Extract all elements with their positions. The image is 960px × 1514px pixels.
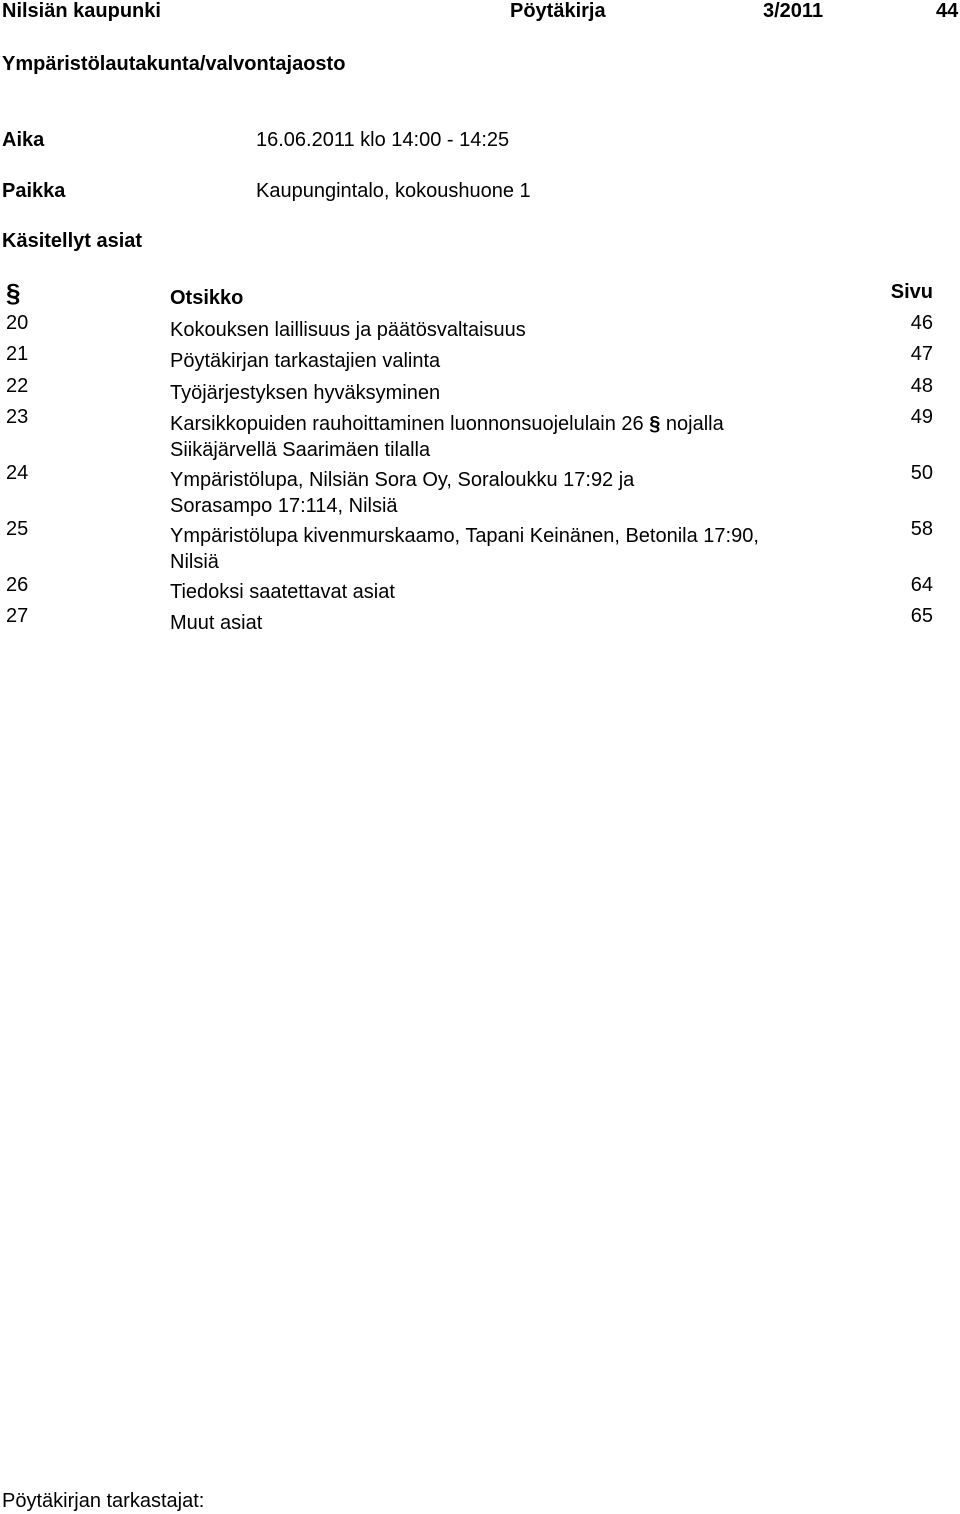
column-title-header: Otsikko (170, 287, 244, 309)
item-number: 21 (6, 343, 29, 365)
item-page: 65 (910, 605, 933, 627)
item-number: 23 (6, 406, 29, 428)
place-label: Paikka (2, 180, 66, 202)
item-page: 48 (910, 375, 933, 397)
document-number: 3/2011 (763, 0, 824, 22)
item-title: Pöytäkirjan tarkastajien valinta (170, 350, 441, 372)
section-symbol: § (6, 278, 21, 308)
item-number: 20 (6, 312, 29, 334)
item-page: 50 (910, 462, 933, 484)
column-page-header: Sivu (890, 281, 933, 303)
page-number: 44 (936, 0, 959, 22)
time-label: Aika (2, 129, 45, 151)
item-title: Tiedoksi saatettavat asiat (170, 581, 395, 603)
item-page: 58 (910, 518, 933, 540)
item-title: Ympäristölupa, Nilsiän Sora Oy, Soraloukku 17:92 ja Sorasampo 17:114, Nilsiä (170, 469, 635, 517)
item-title: Kokouksen laillisuus ja päätösvaltaisuus (170, 319, 526, 341)
item-number: 26 (6, 574, 29, 596)
section-symbol-inline: § (649, 413, 661, 435)
item-number: 27 (6, 605, 29, 627)
items-heading: Käsitellyt asiat (2, 230, 143, 252)
municipality-name: Nilsiän kaupunki (2, 0, 161, 22)
item-title-part: nojalla Siikäjärvellä Saarimäen tilalla (170, 413, 724, 461)
item-page: 49 (910, 406, 933, 428)
item-number: 25 (6, 518, 29, 540)
item-page: 64 (910, 574, 933, 596)
item-title-part: Karsikkopuiden rauhoittaminen luonnonsuojelulain 26 (170, 413, 644, 435)
item-title (170, 411, 790, 463)
document-type: Pöytäkirja (510, 0, 606, 22)
item-title: Muut asiat (170, 612, 263, 634)
place-value: Kaupungintalo, kokoushuone 1 (256, 180, 531, 202)
item-title: Ympäristölupa kivenmurskaamo, Tapani Keinänen, Betonila 17:90, Nilsiä (170, 525, 759, 573)
item-title: Työjärjestyksen hyväksyminen (170, 382, 441, 404)
item-number: 24 (6, 462, 29, 484)
item-page: 47 (910, 343, 933, 365)
item-number: 22 (6, 375, 29, 397)
time-value: 16.06.2011 klo 14:00 - 14:25 (256, 129, 510, 151)
reviewers-label: Pöytäkirjan tarkastajat: (2, 1490, 205, 1512)
item-page: 46 (910, 312, 933, 334)
committee-name: Ympäristölautakunta/valvontajaosto (2, 53, 346, 75)
